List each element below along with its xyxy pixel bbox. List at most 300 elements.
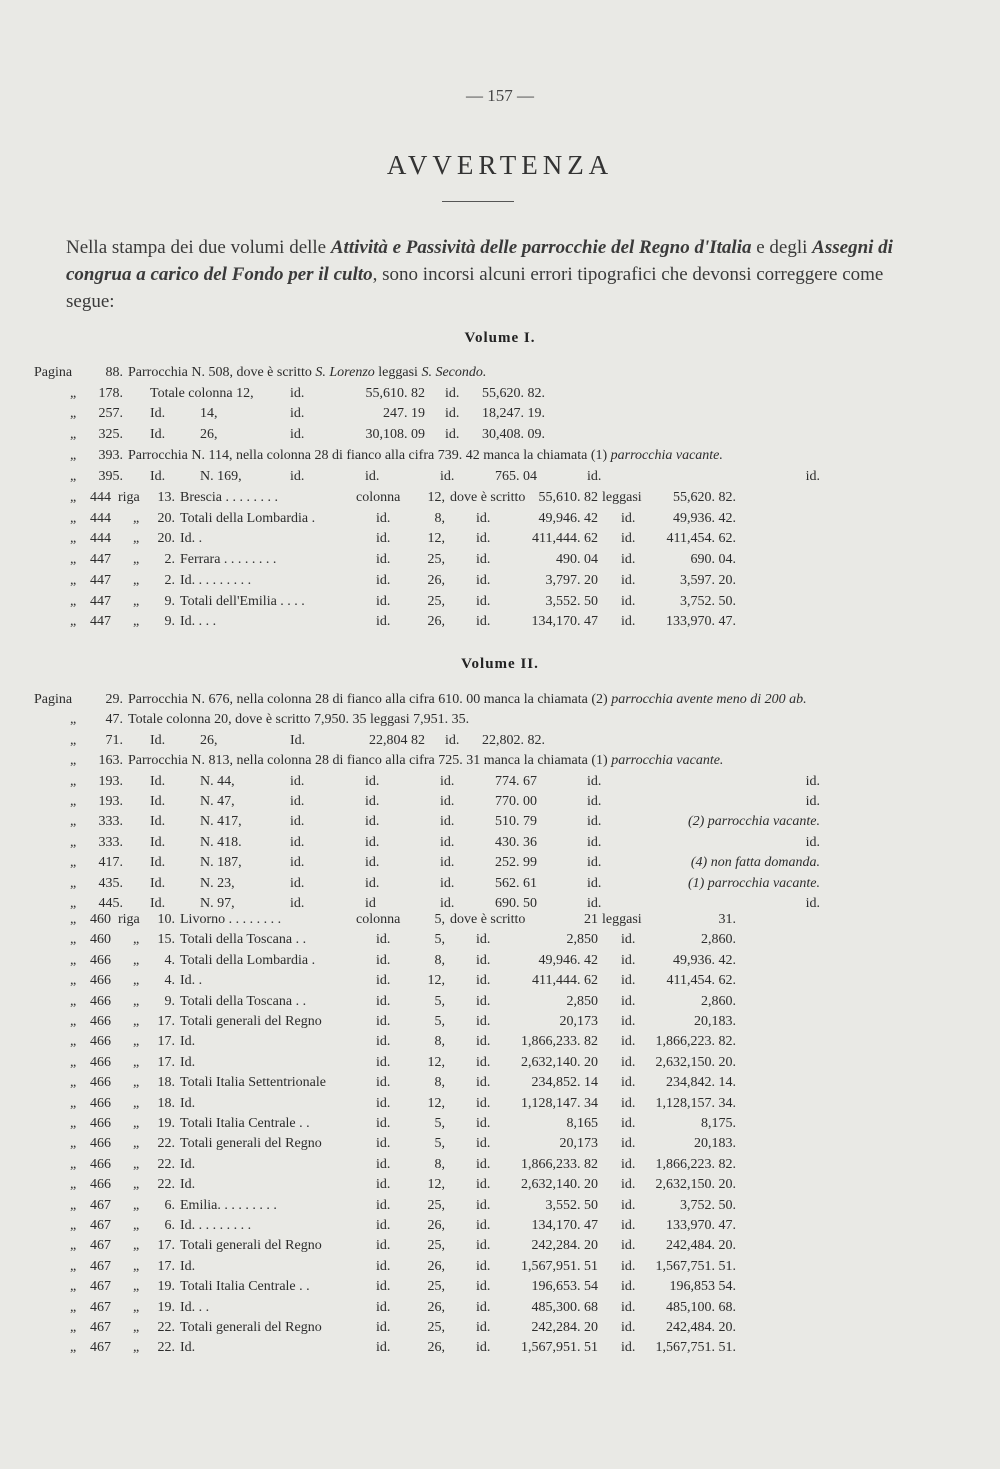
line-label: „ — [133, 1340, 140, 1356]
line-label: „ — [133, 1075, 140, 1091]
written-label: dove è scritto — [450, 490, 526, 505]
errata-italic: S. Secondo. — [421, 365, 487, 380]
wrong-value: 2,850 — [566, 993, 598, 1009]
errata-id: id. — [440, 773, 455, 789]
page-label: „ — [70, 1014, 77, 1029]
line-label: „ — [133, 1156, 140, 1172]
page-ref: 444 — [90, 531, 111, 547]
read-label: id. — [621, 952, 636, 968]
column-number: 26, — [427, 1299, 445, 1315]
column-number: 5, — [434, 993, 445, 1009]
errata-id: id. — [445, 385, 460, 401]
entry-label: Id. — [180, 1156, 196, 1172]
entry-label: Id. . . . — [180, 614, 217, 630]
line-label: „ — [133, 1034, 140, 1050]
page-ref: 460 — [90, 932, 111, 948]
entry-label: Id. — [180, 1258, 196, 1274]
line-number: 13. — [157, 490, 175, 505]
wrong-value: 3,552. 50 — [545, 593, 598, 609]
errata-id: id. — [365, 794, 380, 809]
correct-value: 234,842. 14. — [666, 1075, 736, 1091]
page-label: „ — [70, 855, 77, 871]
volume-2-heading: Volume II. — [461, 656, 539, 672]
entry-label: Id. . — [180, 973, 203, 989]
errata-subject: Id. — [150, 468, 166, 484]
line-label: „ — [133, 952, 140, 968]
written-label: id. — [476, 1197, 491, 1213]
errata-line — [0, 690, 1000, 710]
errata-value-wrong: 22,804 82 — [369, 732, 425, 748]
column-number: 5, — [434, 1116, 445, 1131]
page-label: „ — [70, 896, 77, 911]
line-label: „ — [133, 1014, 140, 1029]
correct-value: 133,970. 47. — [666, 1218, 736, 1233]
column-number: 25, — [427, 1197, 445, 1213]
errata-line — [0, 404, 1000, 424]
line-number: 20. — [157, 531, 175, 547]
column-label: colonna — [356, 912, 401, 927]
wrong-value: 2,632,140. 20 — [521, 1177, 598, 1193]
page-label: „ — [70, 1218, 77, 1233]
line-number: 22. — [157, 1320, 175, 1335]
errata-id: id. — [445, 406, 460, 422]
read-label: leggasi — [602, 490, 642, 505]
read-label: id. — [621, 1054, 636, 1070]
correct-value: 1,128,157. 34. — [655, 1095, 736, 1111]
page-label: „ — [70, 614, 77, 630]
errata-id: id. — [290, 834, 305, 850]
line-label: „ — [133, 1258, 140, 1274]
line-label: „ — [133, 510, 140, 526]
read-label: id. — [621, 531, 636, 547]
page-ref: 466 — [90, 1136, 111, 1152]
read-label: id. — [621, 1075, 636, 1091]
line-number: 22. — [157, 1340, 175, 1356]
page-label: „ — [70, 468, 77, 484]
page-ref: 29. — [105, 692, 123, 707]
errata-item: 14, — [200, 406, 218, 422]
page-ref: 466 — [90, 1075, 111, 1091]
page-label: „ — [70, 490, 77, 505]
errata-id: id. — [365, 875, 380, 891]
errata-value-correct: 30,408. 09. — [482, 427, 545, 443]
wrong-value: 3,552. 50 — [545, 1197, 598, 1213]
errata-subject: Id. — [150, 427, 166, 443]
written-label: id. — [476, 1299, 491, 1315]
intro-title-2: Assegni di congrua a carico del Fondo per il culto — [66, 237, 893, 285]
errata-value: 690. 50 — [495, 896, 537, 911]
page-ref: 193. — [98, 794, 123, 809]
correct-value: 55,620. 82. — [673, 490, 736, 505]
column-label: id. — [376, 510, 391, 526]
errata-italic: parrocchia avente meno di 200 ab. — [611, 692, 807, 707]
read-label: id. — [621, 1014, 636, 1029]
page-ref: 444 — [90, 490, 111, 505]
column-label: id. — [376, 1299, 391, 1315]
page-label: „ — [70, 593, 77, 609]
column-number: 8, — [434, 510, 445, 526]
entry-label: Brescia . . . . . . . . — [180, 490, 278, 505]
read-label: id. — [621, 1116, 636, 1131]
page-label: „ — [70, 834, 77, 850]
page-label: „ — [70, 1279, 77, 1295]
written-label: id. — [476, 1095, 491, 1111]
correct-value: 20,183. — [694, 1136, 736, 1152]
entry-label: Totali della Lombardia . — [180, 952, 316, 968]
entry-label: Totali dell'Emilia . . . . — [180, 593, 305, 609]
errata-text: Parrocchia N. 508, dove è scritto — [128, 365, 316, 380]
errata-value-correct: 55,620. 82. — [482, 385, 545, 401]
errata-table-row — [0, 971, 1000, 991]
errata-id: id. — [445, 427, 460, 443]
errata-subject: Id. — [150, 794, 166, 809]
page-label: „ — [70, 932, 77, 948]
errata-table-row — [0, 1257, 1000, 1277]
correct-value: 1,567,751. 51. — [655, 1340, 736, 1356]
written-label: id. — [476, 1014, 491, 1029]
errata-id: id. — [587, 794, 602, 809]
page-ref: 467 — [90, 1279, 111, 1295]
errata-note: id. — [805, 773, 820, 789]
column-label: id. — [376, 973, 391, 989]
errata-item: N. 97, — [200, 896, 235, 911]
read-label: id. — [621, 1095, 636, 1111]
read-label: id. — [621, 1340, 636, 1356]
entry-label: Id. . — [180, 531, 203, 547]
page-label: „ — [70, 732, 77, 748]
errata-id: id. — [440, 814, 455, 830]
correct-value: 1,866,223. 82. — [655, 1034, 736, 1050]
read-label: id. — [621, 614, 636, 630]
intro-text-1: Nella stampa dei due volumi delle — [66, 237, 331, 258]
column-number: 25, — [427, 1279, 445, 1295]
read-label: id. — [621, 1299, 636, 1315]
written-label: id. — [476, 593, 491, 609]
line-label: „ — [133, 614, 140, 630]
wrong-value: 134,170. 47 — [531, 614, 598, 630]
entry-label: Totali della Lombardia . — [180, 510, 316, 526]
page-ref: 466 — [90, 1014, 111, 1029]
errata-id: id. — [587, 814, 602, 830]
column-label: id. — [376, 1075, 391, 1091]
page-ref: 333. — [98, 814, 123, 830]
entry-label: Totali generali del Regno — [180, 1320, 322, 1335]
column-label: id. — [376, 1014, 391, 1029]
errata-table-row — [0, 1094, 1000, 1114]
line-label: „ — [133, 572, 140, 588]
errata-note: id. — [805, 468, 820, 484]
errata-id: id. — [587, 875, 602, 891]
errata-table-row — [0, 571, 1000, 591]
page-label: „ — [70, 385, 77, 401]
page-ref: 466 — [90, 1054, 111, 1070]
written-label: id. — [476, 1238, 491, 1254]
column-number: 5, — [434, 1136, 445, 1152]
written-label: id. — [476, 1156, 491, 1172]
errata-text: Parrocchia N. 114, nella colonna 28 di fianco alla cifra 739. 42 manca la chiamata (1) — [128, 447, 611, 463]
wrong-value: 490. 04 — [556, 552, 598, 568]
errata-line — [0, 363, 1000, 383]
line-label: „ — [133, 993, 140, 1009]
errata-subject: Id. — [150, 834, 166, 850]
errata-table-row — [0, 529, 1000, 549]
errata-item: N. 47, — [200, 794, 235, 809]
page-label: „ — [70, 814, 77, 830]
wrong-value: 242,284. 20 — [531, 1320, 598, 1335]
line-label: „ — [133, 1116, 140, 1131]
errata-note: (2) parrocchia vacante. — [687, 814, 820, 830]
errata-item: N. 169, — [200, 468, 242, 484]
entry-label: Id. — [180, 1054, 196, 1070]
page-label: „ — [70, 794, 77, 809]
intro-paragraph — [66, 234, 934, 315]
errata-subject: Totale colonna 12, — [150, 385, 254, 401]
page-label: „ — [70, 1075, 77, 1091]
errata-subject: Id. — [150, 406, 166, 422]
page-label: „ — [70, 510, 77, 526]
correct-value: 411,454. 62. — [666, 973, 736, 989]
column-label: id. — [376, 1279, 391, 1295]
written-label: id. — [476, 1320, 491, 1335]
errata-id: id. — [365, 468, 380, 484]
wrong-value: 3,797. 20 — [545, 572, 598, 588]
page-label: „ — [70, 1156, 77, 1172]
read-label: id. — [621, 1156, 636, 1172]
entry-label: Totali Italia Settentrionale — [180, 1075, 326, 1091]
page-ref: 447 — [90, 552, 111, 568]
column-label: id. — [376, 1258, 391, 1274]
column-label: id. — [376, 614, 391, 630]
page-label: „ — [70, 1136, 77, 1152]
column-number: 5, — [434, 912, 445, 927]
column-number: 12, — [427, 1177, 445, 1193]
wrong-value: 485,300. 68 — [531, 1299, 598, 1315]
page-ref: 444 — [90, 510, 111, 526]
errata-value-correct: 22,802. 82. — [482, 732, 545, 748]
errata-id: id. — [440, 834, 455, 850]
errata-id: id. — [290, 773, 305, 789]
errata-table-row — [0, 1236, 1000, 1256]
errata-table-row — [0, 1012, 1000, 1032]
page-label: „ — [70, 952, 77, 968]
errata-id: id. — [440, 896, 455, 911]
title-rule — [442, 201, 514, 202]
column-label: id. — [376, 593, 391, 609]
errata-id: id. — [440, 794, 455, 809]
page-ref: 466 — [90, 952, 111, 968]
column-number: 25, — [427, 593, 445, 609]
errata-line — [0, 812, 1000, 832]
errata-id: id. — [365, 855, 380, 871]
page-label: „ — [70, 912, 77, 927]
line-number: 17. — [157, 1238, 175, 1254]
errata-text-line — [128, 363, 486, 383]
page-label: „ — [70, 447, 77, 463]
wrong-value: 20,173 — [559, 1136, 598, 1152]
page-label: „ — [70, 1177, 77, 1193]
errata-id: id. — [587, 468, 602, 484]
wrong-value: 49,946. 42 — [538, 510, 598, 526]
errata-id: id. — [587, 855, 602, 871]
read-label: id. — [621, 552, 636, 568]
errata-id: id. — [587, 896, 602, 911]
line-number: 9. — [164, 614, 175, 630]
errata-line — [0, 772, 1000, 792]
column-number: 8, — [434, 1034, 445, 1050]
errata-item: 26, — [200, 427, 218, 443]
page-ref: 193. — [98, 773, 123, 789]
errata-value: 252. 99 — [495, 855, 537, 871]
errata-table-row — [0, 1032, 1000, 1052]
page-ref: 466 — [90, 973, 111, 989]
errata-id: id. — [365, 814, 380, 830]
written-label: id. — [476, 552, 491, 568]
errata-subject: Id. — [150, 814, 166, 830]
volume-1-heading: Volume I. — [464, 330, 536, 346]
written-label: id. — [476, 531, 491, 547]
page-label: „ — [70, 406, 77, 422]
page-label: „ — [70, 1095, 77, 1111]
line-number: 6. — [164, 1218, 175, 1233]
column-number: 12, — [427, 1095, 445, 1111]
errata-id: id. — [290, 896, 305, 911]
line-number: 19. — [157, 1299, 175, 1315]
wrong-value: 20,173 — [559, 1014, 598, 1029]
line-number: 4. — [164, 952, 175, 968]
page-label: „ — [70, 1034, 77, 1050]
line-label: „ — [133, 1238, 140, 1254]
errata-id: id. — [587, 773, 602, 789]
page-ref: 445. — [98, 896, 123, 911]
column-label: id. — [376, 952, 391, 968]
read-label: id. — [621, 973, 636, 989]
line-number: 18. — [157, 1095, 175, 1111]
read-label: id. — [621, 1136, 636, 1152]
correct-value: 690. 04. — [690, 552, 736, 568]
entry-label: Id. — [180, 1177, 196, 1193]
read-label: id. — [621, 1258, 636, 1274]
errata-id: id. — [587, 834, 602, 850]
errata-table-row — [0, 930, 1000, 950]
errata-line — [0, 710, 1000, 730]
errata-line — [0, 425, 1000, 445]
page-ref: 466 — [90, 1034, 111, 1050]
entry-label: Id. — [180, 1095, 196, 1111]
column-label: id. — [376, 1218, 391, 1233]
entry-label: Totali della Toscana . . — [180, 993, 307, 1009]
page-ref: 88. — [105, 365, 123, 380]
errata-id: id. — [440, 855, 455, 871]
entry-label: Emilia. . . . . . . . . — [180, 1197, 277, 1213]
errata-item: N. 418. — [200, 834, 242, 850]
errata-line — [0, 792, 1000, 812]
page-ref: 393. — [98, 447, 123, 463]
column-number: 26, — [427, 614, 445, 630]
entry-label: Livorno . . . . . . . . — [180, 912, 282, 927]
page-label: „ — [70, 773, 77, 789]
entry-label: Totali generali del Regno — [180, 1136, 322, 1152]
page-ref: 395. — [98, 468, 123, 484]
written-label: id. — [476, 1034, 491, 1050]
page-label: „ — [70, 753, 77, 769]
errata-italic: parrocchia vacante. — [611, 753, 724, 769]
line-number: 4. — [164, 973, 175, 989]
errata-value: 430. 36 — [495, 834, 537, 850]
written-label: id. — [476, 614, 491, 630]
entry-label: Id. . . . . . . . . — [180, 572, 252, 588]
line-number: 15. — [157, 932, 175, 948]
errata-id: id. — [290, 855, 305, 871]
errata-table-row — [0, 612, 1000, 632]
errata-item: N. 187, — [200, 855, 242, 871]
written-label: id. — [476, 973, 491, 989]
page-ref: 467 — [90, 1320, 111, 1335]
errata-item: N. 23, — [200, 875, 235, 891]
line-number: 19. — [157, 1116, 175, 1131]
correct-value: 1,567,751. 51. — [655, 1258, 736, 1274]
page-ref: 71. — [105, 732, 123, 748]
page-ref: 467 — [90, 1197, 111, 1213]
page-label: „ — [70, 552, 77, 568]
page-ref: 447 — [90, 614, 111, 630]
written-label: id. — [476, 1177, 491, 1193]
errata-line — [0, 731, 1000, 751]
errata-text: Totale colonna 20, dove è scritto 7,950. 35 leggasi 7,951. 35. — [128, 712, 470, 728]
errata-table-row — [0, 1114, 1000, 1134]
written-label: id. — [476, 1218, 491, 1233]
written-label: id. — [476, 1116, 491, 1131]
errata-table-row — [0, 910, 1000, 930]
errata-table-row — [0, 1196, 1000, 1216]
written-label: id. — [476, 1075, 491, 1091]
page-label: „ — [70, 1340, 77, 1356]
wrong-value: 1,567,951. 51 — [521, 1340, 598, 1356]
line-number: 22. — [157, 1177, 175, 1193]
entry-label: Totali generali del Regno — [180, 1014, 322, 1029]
errata-subject: Id. — [150, 875, 166, 891]
intro-title-1: Attività e Passività delle parrocchie del Regno d'Italia — [330, 237, 752, 258]
page-label: „ — [70, 1238, 77, 1254]
errata-id: id. — [290, 468, 305, 484]
page-ref: 435. — [98, 875, 123, 891]
line-number: 17. — [157, 1258, 175, 1274]
column-label: id. — [376, 1238, 391, 1254]
line-number: 17. — [157, 1014, 175, 1029]
written-label: id. — [476, 1258, 491, 1274]
column-number: 26, — [427, 1258, 445, 1274]
page-ref: 466 — [90, 993, 111, 1009]
page-ref: 447 — [90, 593, 111, 609]
column-number: 12, — [427, 1054, 445, 1070]
column-label: id. — [376, 572, 391, 588]
line-label: „ — [133, 1054, 140, 1070]
column-label: id. — [376, 932, 391, 948]
line-number: 2. — [164, 552, 175, 568]
wrong-value: 2,850 — [566, 932, 598, 948]
written-label: id. — [476, 510, 491, 526]
page-ref: 257. — [98, 406, 123, 422]
errata-item: N. 44, — [200, 773, 235, 789]
page-ref: 467 — [90, 1238, 111, 1254]
wrong-value: 2,632,140. 20 — [521, 1054, 598, 1070]
page-ref: 466 — [90, 1156, 111, 1172]
correct-value: 2,632,150. 20. — [655, 1054, 736, 1070]
errata-id: id. — [440, 468, 455, 484]
errata-value: 765. 04 — [495, 468, 537, 484]
line-label: riga — [118, 490, 140, 505]
errata-line — [0, 751, 1000, 771]
written-label: id. — [476, 1279, 491, 1295]
